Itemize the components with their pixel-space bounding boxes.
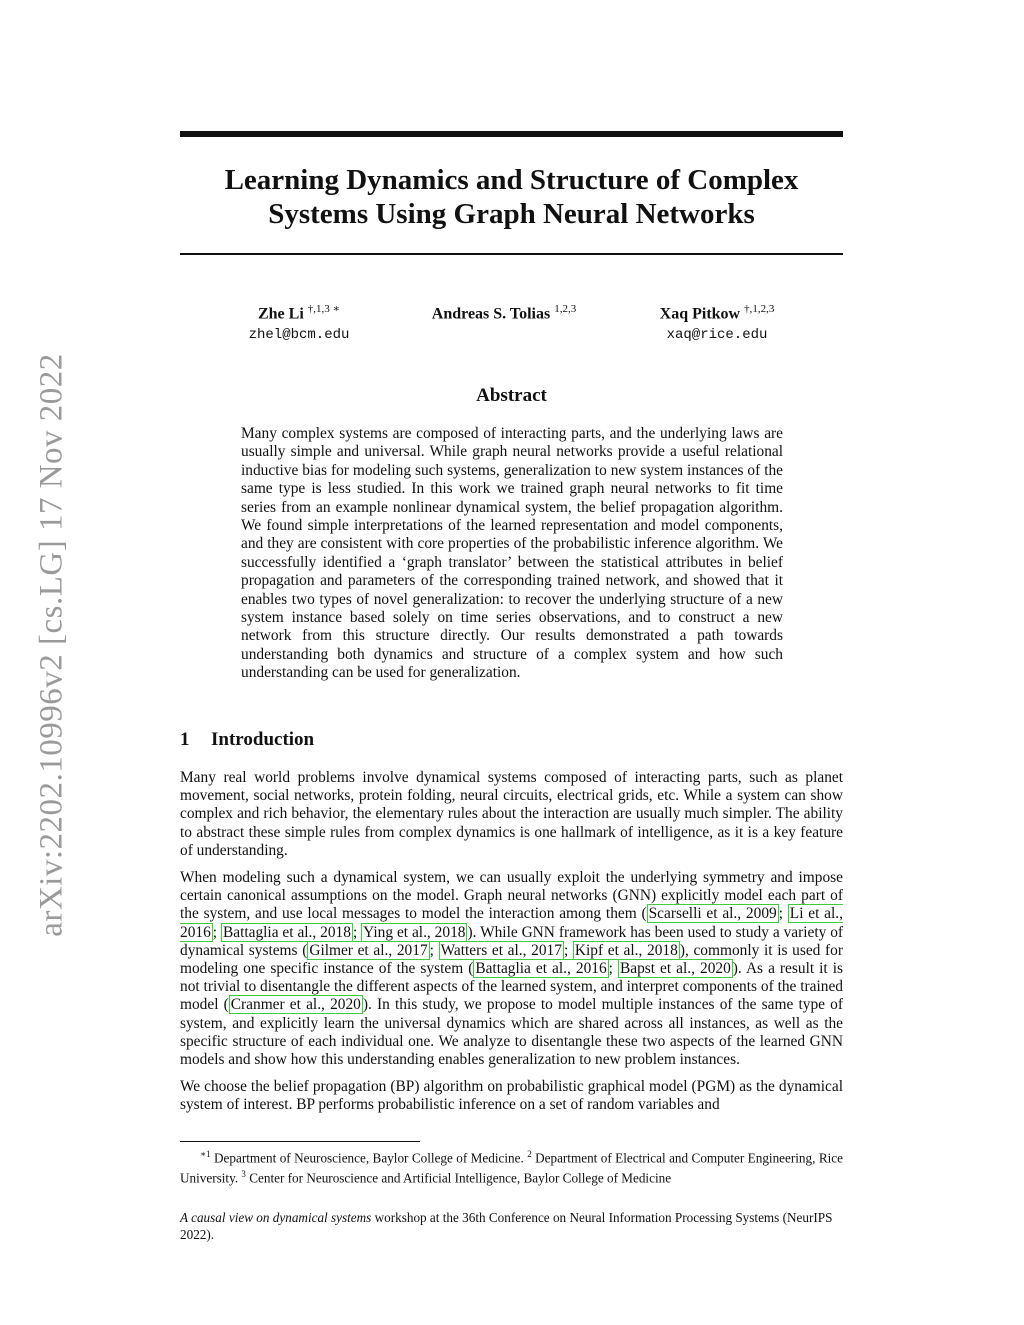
footnote-rule — [180, 1141, 420, 1142]
section-heading-introduction — [180, 729, 314, 751]
citation-link[interactable]: Ying et al., 2018 — [363, 923, 466, 941]
intro-text: ). While GNN framework has been used to study a variety of dynamical systems ( — [180, 923, 844, 959]
paper-title — [180, 163, 843, 231]
footnote-text: Department of Neuroscience, Baylor College of Medicine. — [210, 1150, 528, 1166]
footnote-text: Center for Neuroscience and Artificial Intelligence, Baylor College of Medicine — [245, 1170, 672, 1186]
workshop-name: A causal view on dynamical systems — [180, 1210, 372, 1225]
author-email[interactable]: xaq@rice.edu — [666, 327, 768, 344]
citation-link[interactable]: Kipf et al., 2018 — [574, 941, 678, 959]
intro-text: ), commonly it is used for modeling one specific instance of the system ( — [180, 941, 843, 978]
venue-notice — [180, 1209, 843, 1243]
author-name: Andreas S. Tolias — [431, 305, 551, 323]
introduction-body — [180, 769, 843, 1124]
paper-title-line-2: Systems Using Graph Neural Networks — [268, 198, 755, 230]
author-email[interactable]: zhel@bcm.edu — [248, 327, 350, 344]
author-affiliation: †,1,3 ∗ — [307, 303, 341, 315]
footnote-mark: 2 — [527, 1149, 532, 1159]
author-xaq-pitkow — [660, 298, 775, 345]
author-affiliation: †,1,2,3 — [744, 303, 775, 315]
title-bottom-rule — [180, 253, 843, 255]
footnote-mark: 3 — [241, 1169, 246, 1180]
footnote-text: Department of Electrical and Computer Engineering, Rice University. — [180, 1150, 843, 1186]
citation-link[interactable]: Scarselli et al., 2009 — [648, 905, 777, 923]
paper-title-line-1: Learning Dynamics and Structure of Complex — [224, 164, 799, 196]
citation-link[interactable]: Battaglia et al., 2018 — [222, 923, 351, 941]
citation-link[interactable]: Li et al., 2016 — [180, 905, 843, 941]
abstract-text: Many complex systems are composed of interacting parts, and the underlying laws are usually simple and universal. While graph neural networks provide a useful relational inductive bias for modeling such systems, generalization to new system instances of the same type is less studied. In this work we trained graph neural networks to fit time series from an example nonlinear dynamical system, the belief propagation algorithm. We found simple interpretations of the learned representation and model components, and they are consistent with core properties of the probabilistic inference algorithm. We successfully identified a ‘graph translator’ between the statistical attributes in belief propagation and parameters of the corresponding trained network, and showed that it enables two types of novel generalization: to recover the underlying structure of a new system instance based solely on time series observations, and to construct a new network from this structure directly. Our results demonstrated a path towards understanding both dynamics and structure of a complex system and how such understanding can be used for generalization. — [241, 425, 783, 682]
affiliation-footnote — [180, 1146, 843, 1187]
intro-text: ). As a result it is not trivial to disentangle the different aspects of the learned system, and interpret components of the trained model ( — [180, 960, 843, 1014]
intro-paragraph-2: When modeling such a dynamical system, we can usually exploit the underlying symmetry and impose certain canonical assumptions on the model. Graph neural networks (GNN) explicitly model each part of the system, and use local messages to model the interaction among them ( Scarselli et al., 2009 ; Li et al., 2016 ; Battaglia et al., 2018 ; Ying et al., 2018 ). While GNN framework has been used to study a variety of dynamical systems ( Gilmer et al., 2017 ; Watters et al., 2017 ; Kipf et al., 2018 ), commonly it is used for modeling one specific instance of the system ( Battaglia et al., 2016 ; Bapst et al., 2020 ). As a result it is not trivial to disentangle the different aspects of the learned system, and interpret components of the trained model ( Cranmer et al., 2020 ). In this study, we propose to model multiple instances of the same type of system, and explicitly learn the universal dynamics which are shared across all instances, as well as the specific structure of each individual one. We analyze to disentangle these two aspects of the learned GNN models and show how this understanding enables generalization to new problem instances. — [180, 869, 844, 1069]
author-andreas-tolias — [432, 298, 576, 325]
author-affiliation: 1,2,3 — [554, 303, 577, 315]
author-name-line — [249, 298, 350, 325]
author-zhe-li — [249, 298, 350, 345]
footnote-mark: ∗1 — [200, 1149, 211, 1159]
citation-link[interactable]: Cranmer et al., 2020 — [230, 996, 361, 1014]
abstract-heading: Abstract — [476, 385, 547, 406]
citation-link[interactable]: Watters et al., 2017 — [440, 941, 562, 959]
author-name: Zhe Li — [257, 305, 304, 323]
intro-paragraph-3: We choose the belief propagation (BP) algorithm on probabilistic graphical model (PGM) as the dynamical system of interest. BP performs probabilistic inference on a set of random variables and — [180, 1078, 843, 1114]
author-name-line — [432, 298, 576, 325]
author-name-line — [660, 298, 775, 325]
intro-text: ). In this study, we propose to model multiple instances of the same type of system, and explicitly learn the universal dynamics which are shared across all instances, as well as the specific structure of each individual one. We analyze to disentangle these two aspects of the learned GNN models and show how this understanding enables generalization to new problem instances. — [180, 996, 843, 1069]
citation-link[interactable]: Bapst et al., 2020 — [619, 960, 731, 978]
arxiv-identifier: arXiv:2202.10996v2 [cs.LG] 17 Nov 2022 — [33, 353, 70, 937]
intro-paragraph-1: Many real world problems involve dynamical systems composed of interacting parts, such as planet movement, social networks, protein folding, neural circuits, electrical grids, etc. While a system can show complex and rich behavior, the elementary rules about the interaction are usually much simpler. The ability to abstract these simple rules from complex dynamics is one hallmark of intelligence, as it is a key feature of understanding. — [180, 769, 843, 859]
venue-text: workshop at the 36th Conference on Neural Information Processing Systems (NeurIPS 2022). — [180, 1210, 833, 1242]
title-top-rule — [180, 131, 843, 137]
section-number: 1 — [180, 729, 190, 750]
section-title: Introduction — [211, 729, 315, 750]
intro-text: When modeling such a dynamical system, we can usually exploit the underlying symmetry and impose certain canonical assumptions on the model. Graph neural networks (GNN) explicitly model each part of the system, and use local messages to model the interaction among them ( — [180, 869, 843, 923]
citation-link[interactable]: Gilmer et al., 2017 — [309, 941, 428, 959]
author-name: Xaq Pitkow — [659, 305, 741, 323]
citation-link[interactable]: Battaglia et al., 2016 — [475, 960, 607, 978]
